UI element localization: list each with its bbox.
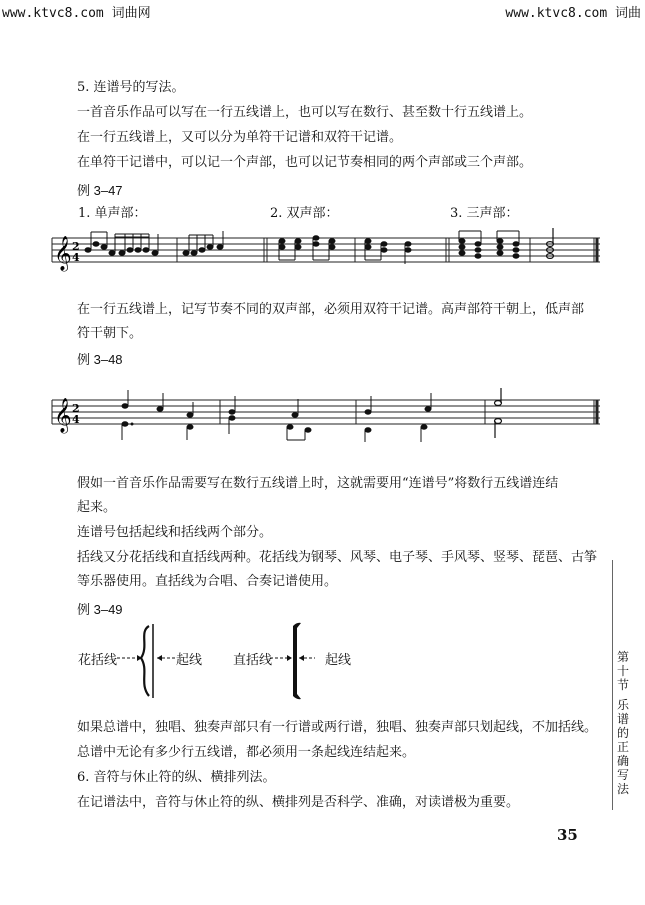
paragraph-4-line-2: 符干朝下。 [77,326,143,341]
curly-start-line-label: 起线 [176,653,203,668]
paragraph-5-line-2: 起来。 [77,500,117,515]
straight-bracket-icon [293,626,297,696]
paragraph-1: 一首音乐作品可以写在一行五线谱上，也可以写在数行、甚至数十行五线谱上。 [77,105,533,120]
treble-clef-icon: 𝄞 [54,236,72,271]
time-sig-top-2: 2 [72,402,80,415]
music-staff-example-3-47 [50,228,605,276]
straight-start-line-label: 起线 [325,653,352,668]
ex347-label-single-voice: 1. 单声部： [78,206,147,221]
paragraph-3: 在单符干记谱中，可以记一个声部，也可以记节奏相同的两个声部或三个声部。 [77,155,533,170]
straight-bracket-label: 直括线 [233,653,273,668]
section-title: 5. 连谱号的写法。 [77,80,185,95]
brace-bracket-diagram [115,622,355,700]
ex347-label-three-voices: 3. 三声部： [450,206,519,221]
time-sig-top: 2 [72,240,80,253]
ex347-label-two-voices: 2. 双声部： [270,206,339,221]
section-6-title: 6. 音符与休止符的纵、横排列法。 [77,770,276,785]
paragraph-8: 如果总谱中，独唱、独奏声部只有一行谱或两行谱，独唱、独奏声部只划起线，不加括线。 [77,720,598,735]
paragraph-7-line-1: 括线又分花括线和直括线两种。花括线为钢琴、风琴、电子琴、手风琴、竖琴、琵琶、古筝 [77,550,598,565]
header-left-watermark: www.ktvc8.com 词曲网 [2,6,151,21]
music-staff-example-3-48 [50,388,605,444]
example-3-49-label: 例 3–49 [77,602,123,617]
curly-brace-icon [141,626,149,696]
paragraph-5-line-1: 假如一首音乐作品需要写在数行五线谱上时，这就需要用“连谱号”将数行五线谱连结 [77,476,559,491]
sidebar-chapter-title: 第 十 节 乐 谱 的 正 确 写 法 [616,650,629,796]
header-right-watermark: www.ktvc8.com 词曲 [505,6,641,21]
paragraph-7-line-2: 等乐器使用。直括线为合唱、合奏记谱使用。 [77,574,338,589]
paragraph-9: 总谱中无论有多少行五线谱，都必须用一条起线连结起来。 [77,745,416,760]
treble-clef-icon-2: 𝄞 [54,398,72,433]
sidebar-divider [612,560,613,810]
paragraph-4-line-1: 在一行五线谱上，记写节奏不同的双声部，必须用双符干记谱。高声部符干朝上，低声部 [77,302,585,317]
example-3-47-label: 例 3–47 [77,183,123,198]
paragraph-2: 在一行五线谱上，又可以分为单符干记谱和双符干记谱。 [77,130,403,145]
example-3-48-label: 例 3–48 [77,352,123,367]
page-number: 35 [557,826,578,844]
time-sig-bottom: 4 [72,251,80,264]
paragraph-10: 在记谱法中，音符与休止符的纵、横排列是否科学、准确，对读谱极为重要。 [77,795,520,810]
curly-brace-label: 花括线 [78,653,118,668]
paragraph-6: 连谱号包括起线和括线两个部分。 [77,525,273,540]
time-sig-bottom-2: 4 [72,413,80,426]
